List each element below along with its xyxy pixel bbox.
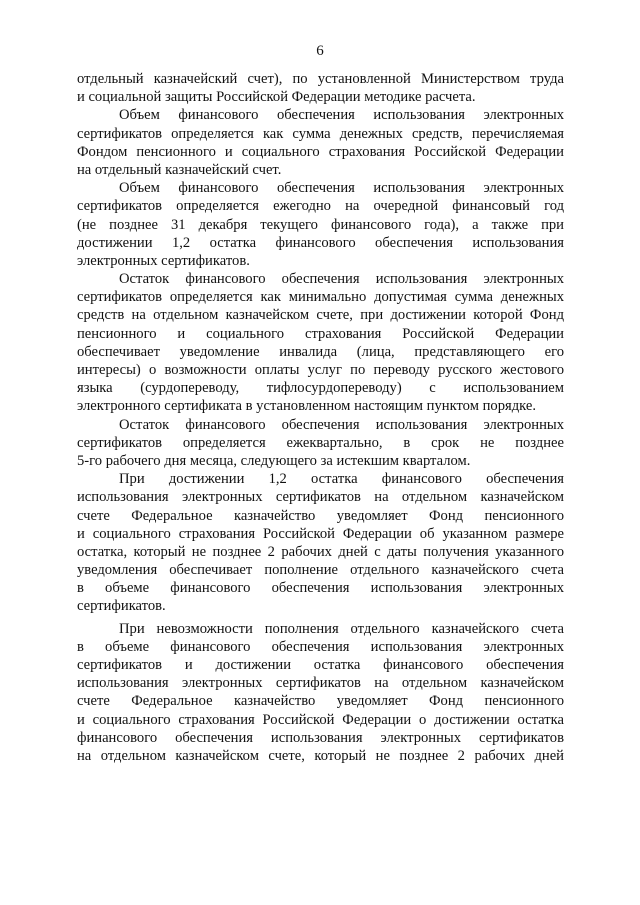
text-line: и социального страхования Российской Федерации об указанном размере xyxy=(77,525,564,542)
text-line: языка (сурдопереводу, тифлосурдопереводу) с использованием xyxy=(77,380,564,397)
text-line: Фондом пенсионного и социального страхования Российской Федерации xyxy=(77,143,564,160)
text-line: сертификатов определяется ежегодно на очередной финансовый год xyxy=(77,198,564,215)
text-line: сертификатов и достижении остатка финансового обеспечения xyxy=(77,657,564,673)
text-line: на отдельном казначейском счете, который не позднее 2 рабочих дней xyxy=(77,747,564,764)
text-line: и социального страхования Российской Федерации о достижении остатка xyxy=(77,711,564,728)
text-line: сертификатов определяется как минимально допустимая сумма денежных xyxy=(77,289,564,306)
document-body xyxy=(77,70,564,765)
text-line: остатка, который не позднее 2 рабочих дней с даты получения указанного xyxy=(77,543,564,560)
page-number: 6 xyxy=(316,43,324,59)
text-line: обеспечивает уведомление инвалида (лица, представляющего его xyxy=(77,343,564,360)
text-line: в объеме финансового обеспечения использования электронных xyxy=(77,580,564,597)
text-line: электронного сертификата в установленном настоящим пунктом порядке. xyxy=(77,398,536,415)
text-line: пенсионного и социального страхования Российской Федерации xyxy=(77,325,564,342)
text-line: отдельный казначейский счет), по установленной Министерством труда xyxy=(77,71,564,87)
text-line: финансового обеспечения использования электронных сертификатов xyxy=(77,729,564,746)
text-line: счете Федеральное казначейство уведомляет Фонд пенсионного xyxy=(77,507,564,524)
text-line: Объем финансового обеспечения использования электронных xyxy=(119,107,564,124)
text-line: 5-го рабочего дня месяца, следующего за истекшим кварталом. xyxy=(77,452,471,469)
text-line: на отдельный казначейский счет. xyxy=(77,161,282,178)
text-line: Остаток финансового обеспечения использования электронных xyxy=(119,416,564,433)
text-line: достижении 1,2 остатка финансового обеспечения использования xyxy=(77,234,564,251)
text-line: При невозможности пополнения отдельного казначейского счета xyxy=(119,620,564,637)
text-line: электронных сертификатов. xyxy=(77,252,250,269)
text-line: Объем финансового обеспечения использования электронных xyxy=(119,180,564,197)
text-line: (не позднее 31 декабря текущего финансового года), а также при xyxy=(77,216,564,233)
text-line: При достижении 1,2 остатка финансового обеспечения xyxy=(119,471,564,488)
text-line: сертификатов определяется ежеквартально, в срок не позднее xyxy=(77,434,564,451)
text-line: счете Федеральное казначейство уведомляет Фонд пенсионного xyxy=(77,693,564,710)
text-line: сертификатов определяется как сумма денежных средств, перечисляемая xyxy=(77,125,564,142)
text-line: интересы) о возможности оплаты услуг по переводу русского жестового xyxy=(77,362,564,378)
text-line: уведомления обеспечивает пополнение отдельного казначейского счета xyxy=(77,562,564,579)
text-line: Остаток финансового обеспечения использования электронных xyxy=(119,271,564,288)
text-line: и социальной защиты Российской Федерации методике расчета. xyxy=(77,89,476,106)
text-line: использования электронных сертификатов на отдельном казначейском xyxy=(77,675,564,692)
text-line: сертификатов. xyxy=(77,598,166,615)
text-line: использования электронных сертификатов на отдельном казначейском xyxy=(77,489,564,506)
text-line: средств на отдельном казначейском счете, при достижении которой Фонд xyxy=(77,307,564,324)
text-line: в объеме финансового обеспечения использования электронных xyxy=(77,638,564,655)
